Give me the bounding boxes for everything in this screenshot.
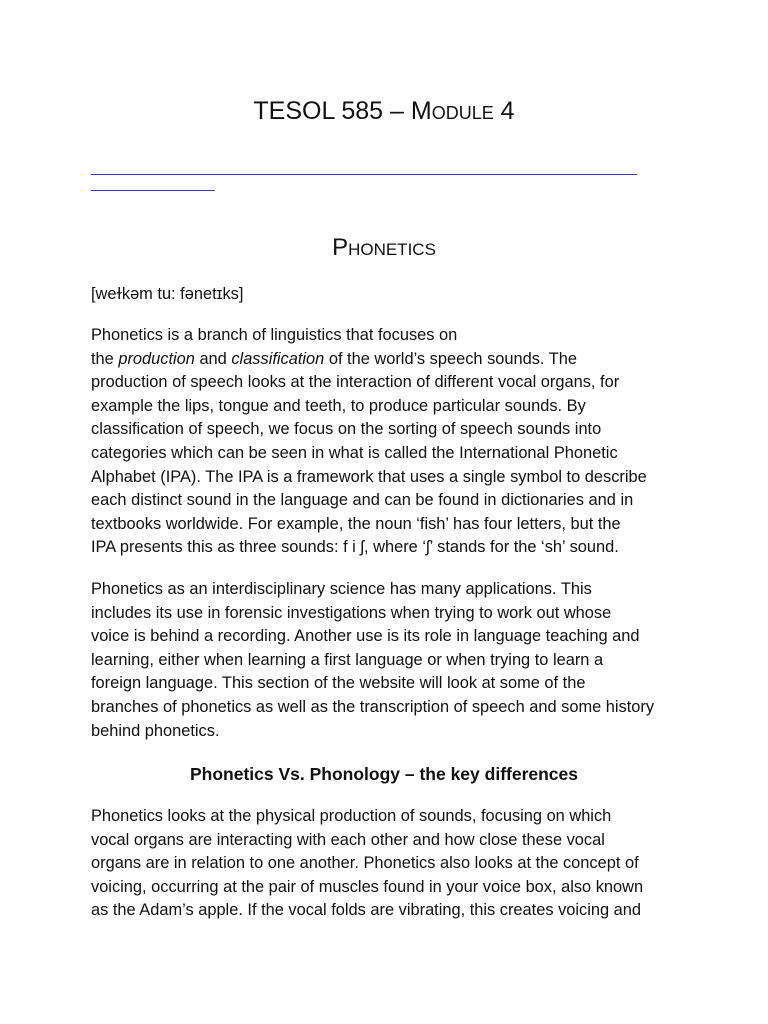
emphasis-classification: classification [231,349,325,368]
title-module-number: 4 [493,97,515,125]
paragraph-line: Phonetics is a branch of linguistics that focuses on [91,326,458,344]
paragraph-differences [91,805,686,923]
paragraph-line: each distinct sound in the language and can be found in dictionaries and in [91,491,634,510]
paragraph-line: voicing, occurring at the pair of muscles found in your voice box, also known [91,877,644,896]
text-fragment: the [91,349,119,368]
horizontal-rule-long [91,174,637,175]
paragraph-line: production of speech looks at the interaction of different vocal organs, for [91,373,620,392]
text-fragment: of the world’s speech sounds. The [324,349,577,368]
paragraph-line: voice is behind a recording. Another use is its role in language teaching and [91,627,640,646]
paragraph-line: learning, either when learning a first language or when trying to learn a [91,650,604,669]
paragraph-line: textbooks worldwide. For example, the noun ‘fish’ has four letters, but the [91,514,621,533]
paragraph-line: foreign language. This section of the website will look at some of the [91,674,586,693]
paragraph-line: Phonetics looks at the physical production of sounds, focusing on which [91,807,612,825]
ipa-transcription: [weɫkəm tu: fənetɪks] [91,285,244,303]
paragraph-line: IPA presents this as three sounds: f i ʃ, where ‘ʃ’ stands for the ‘sh’ sound. [91,538,619,557]
text-fragment: and [194,349,232,368]
paragraph-line: Alphabet (IPA). The IPA is a framework that uses a single symbol to describe [91,467,647,486]
paragraph-line: includes its use in forensic investigations when trying to work out whose [91,603,612,622]
paragraph-line: as the Adam’s apple. If the vocal folds are vibrating, this creates voicing and [91,901,642,920]
title-module-word: Module [410,97,494,125]
paragraph-line: behind phonetics. [91,721,220,740]
paragraph-intro [91,324,686,560]
document-title [0,94,768,128]
paragraph-line: categories which can be seen in what is called the International Phonetic [91,443,618,462]
emphasis-production: production [118,349,195,368]
paragraph-line [91,348,686,372]
paragraph-line: vocal organs are interacting with each other and how close these vocal [91,830,605,849]
horizontal-rule-short [91,190,215,191]
subheading-phonetics-vs-phonology: Phonetics Vs. Phonology – the key differences [189,764,579,784]
title-prefix: TESOL 585 – [253,97,411,125]
section-heading: Phonetics [332,234,436,261]
paragraph-line: branches of phonetics as well as the transcription of speech and some history [91,697,655,716]
paragraph-line: Phonetics as an interdisciplinary science has many applications. This [91,580,592,598]
paragraph-line: example the lips, tongue and teeth, to produce particular sounds. By [91,396,586,415]
paragraph-line: classification of speech, we focus on the sorting of speech sounds into [91,420,602,439]
paragraph-line: organs are in relation to one another. Phonetics also looks at the concept of [91,854,639,873]
paragraph-applications [91,578,686,743]
